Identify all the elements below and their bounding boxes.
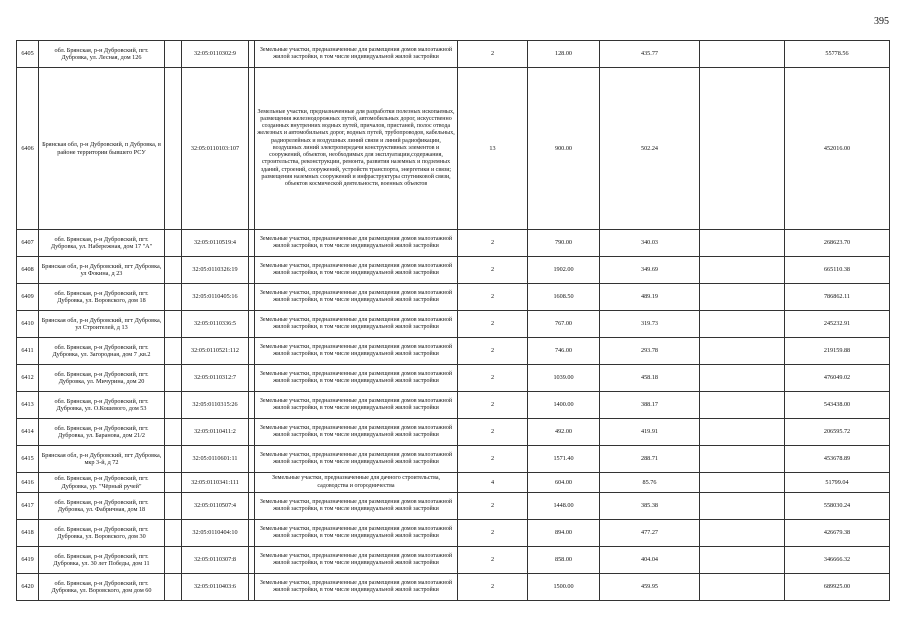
row-id: 6418 <box>17 520 39 547</box>
address-cell: обл. Брянская, р-н Дубровский, пгт. Дубровка, ул. Загородная, дом 7 ,кв.2 <box>39 338 165 365</box>
registry-body <box>17 41 890 601</box>
cadastral-value: 476049.02 <box>785 365 890 392</box>
specific-cadastral-value: 477.27 <box>600 520 700 547</box>
empty-cell <box>165 41 182 68</box>
row-id: 6416 <box>17 473 39 493</box>
cadastral-value: 786862.11 <box>785 284 890 311</box>
specific-cadastral-value: 459.95 <box>600 574 700 601</box>
row-id: 6407 <box>17 230 39 257</box>
land-purpose: Земельные участки, предназначенные для размещения домов малоэтажной жилой застройки, в том числе индивидуальной жилой застройки <box>255 574 458 601</box>
land-purpose: Земельные участки, предназначенные для размещения домов малоэтажной жилой застройки, в том числе индивидуальной жилой застройки <box>255 493 458 520</box>
cadastral-value: 219159.88 <box>785 338 890 365</box>
area-value: 767.00 <box>528 311 600 338</box>
cadastral-number: 32:05:0110601:11 <box>182 446 249 473</box>
area-value: 1039.00 <box>528 365 600 392</box>
empty-cell <box>165 493 182 520</box>
cadastral-value: 543438.00 <box>785 392 890 419</box>
land-purpose: Земельные участки, предназначенные для размещения домов малоэтажной жилой застройки, в том числе индивидуальной жилой застройки <box>255 419 458 446</box>
area-value: 1571.40 <box>528 446 600 473</box>
table-row <box>17 419 890 446</box>
row-id: 6410 <box>17 311 39 338</box>
land-registry-table <box>16 40 890 601</box>
area-value: 894.00 <box>528 520 600 547</box>
address-cell: обл. Брянская, р-н Дубровский, пгт. Дубровка, ур. "Чёрный ручей" <box>39 473 165 493</box>
area-value: 790.00 <box>528 230 600 257</box>
cadastral-value: 558030.24 <box>785 493 890 520</box>
address-cell: Брянская обл, р-н Дубровский, пгт Дубровка, ул Строителей, д 13 <box>39 311 165 338</box>
table-row <box>17 338 890 365</box>
empty-cell <box>165 365 182 392</box>
cadastral-number: 32:05:0110519:4 <box>182 230 249 257</box>
empty-cell <box>165 419 182 446</box>
cadastral-number: 32:05:0110315:26 <box>182 392 249 419</box>
cadastral-number: 32:05:0110312:7 <box>182 365 249 392</box>
specific-cadastral-value: 458.18 <box>600 365 700 392</box>
area-value: 604.00 <box>528 473 600 493</box>
row-id: 6406 <box>17 68 39 230</box>
cadastral-number: 32:05:0110103:107 <box>182 68 249 230</box>
empty-cell <box>165 311 182 338</box>
address-cell: обл. Брянская, р-н Дубровский, пгт. Дубровка, ул. Набережная, дом 17 "А" <box>39 230 165 257</box>
empty-cell <box>700 41 785 68</box>
address-cell: обл. Брянская, р-н Дубровский, пгт. Дубровка, ул. Баранова, дом 21/2 <box>39 419 165 446</box>
purpose-group: 2 <box>458 419 528 446</box>
purpose-group: 4 <box>458 473 528 493</box>
empty-cell <box>700 473 785 493</box>
purpose-group: 2 <box>458 257 528 284</box>
table-row <box>17 68 890 230</box>
land-purpose: Земельные участки, предназначенные для размещения домов малоэтажной жилой застройки, в том числе индивидуальной жилой застройки <box>255 520 458 547</box>
land-purpose: Земельные участки, предназначенные для размещения домов малоэтажной жилой застройки, в том числе индивидуальной жилой застройки <box>255 338 458 365</box>
page-number: 395 <box>874 16 889 27</box>
land-purpose: Земельные участки, предназначенные для размещения домов малоэтажной жилой застройки, в том числе индивидуальной жилой застройки <box>255 41 458 68</box>
table-row <box>17 311 890 338</box>
cadastral-value: 452016.00 <box>785 68 890 230</box>
table-row <box>17 41 890 68</box>
row-id: 6411 <box>17 338 39 365</box>
empty-cell <box>700 419 785 446</box>
empty-cell <box>165 547 182 574</box>
land-purpose: Земельные участки, предназначенные для размещения домов малоэтажной жилой застройки, в том числе индивидуальной жилой застройки <box>255 547 458 574</box>
cadastral-value: 453678.89 <box>785 446 890 473</box>
empty-cell <box>700 365 785 392</box>
cadastral-value: 689925.00 <box>785 574 890 601</box>
table-row <box>17 520 890 547</box>
empty-cell <box>700 493 785 520</box>
cadastral-value: 426679.38 <box>785 520 890 547</box>
row-id: 6417 <box>17 493 39 520</box>
empty-cell <box>700 284 785 311</box>
table-row <box>17 574 890 601</box>
table-row <box>17 446 890 473</box>
row-id: 6408 <box>17 257 39 284</box>
cadastral-number: 32:05:0110521:112 <box>182 338 249 365</box>
cadastral-number: 32:05:0110403:6 <box>182 574 249 601</box>
cadastral-number: 32:05:0110405:16 <box>182 284 249 311</box>
row-id: 6413 <box>17 392 39 419</box>
specific-cadastral-value: 288.71 <box>600 446 700 473</box>
address-cell: обл. Брянская, р-н Дубровский, пгт. Дубровка, ул. Мичурина, дом 20 <box>39 365 165 392</box>
empty-cell <box>165 230 182 257</box>
area-value: 746.00 <box>528 338 600 365</box>
empty-cell <box>700 547 785 574</box>
specific-cadastral-value: 293.78 <box>600 338 700 365</box>
land-purpose: Земельные участки, предназначенные для размещения домов малоэтажной жилой застройки, в том числе индивидуальной жилой застройки <box>255 230 458 257</box>
empty-cell <box>165 257 182 284</box>
empty-cell <box>165 473 182 493</box>
purpose-group: 2 <box>458 446 528 473</box>
empty-cell <box>700 446 785 473</box>
cadastral-value: 268623.70 <box>785 230 890 257</box>
purpose-group: 2 <box>458 284 528 311</box>
purpose-group: 2 <box>458 41 528 68</box>
specific-cadastral-value: 502.24 <box>600 68 700 230</box>
empty-cell <box>700 520 785 547</box>
specific-cadastral-value: 435.77 <box>600 41 700 68</box>
row-id: 6420 <box>17 574 39 601</box>
empty-cell <box>700 338 785 365</box>
land-purpose: Земельные участки, предназначенные для размещения домов малоэтажной жилой застройки, в том числе индивидуальной жилой застройки <box>255 311 458 338</box>
empty-cell <box>165 392 182 419</box>
land-purpose: Земельные участки, предназначенные для дачного строительства, садоводства и огородничества <box>255 473 458 493</box>
empty-cell <box>165 284 182 311</box>
purpose-group: 2 <box>458 365 528 392</box>
land-purpose: Земельные участки, предназначенные для разработки полезных ископаемых, размещения железнодорожных путей, автомобильных дорог, искусственно созданных внутренних водных путей, причалов, пристаней, полос отвода железных и автомобильных дорог, водных путей, трубопроводов, кабельных, радиорелейных и воздушных линий связи и линий радиофикации, воздушных линий электропередачи конструктивных элементов и сооружений, объектов, необходимых для эксплуатации,содержания, строительства, реконструкции, ремонта, развития наземных и подземных зданий, строений, сооружений, устройств транспорта, энергетики и связи; размещения наземных сооружений и инфраструктуры спутниковой связи, объектов космической деятельности, военных объектов <box>255 68 458 230</box>
cadastral-number: 32:05:0110302:9 <box>182 41 249 68</box>
specific-cadastral-value: 85.76 <box>600 473 700 493</box>
purpose-group: 2 <box>458 311 528 338</box>
row-id: 6419 <box>17 547 39 574</box>
land-purpose: Земельные участки, предназначенные для размещения домов малоэтажной жилой застройки, в том числе индивидуальной жилой застройки <box>255 284 458 311</box>
area-value: 492.00 <box>528 419 600 446</box>
cadastral-value: 51799.04 <box>785 473 890 493</box>
table-row <box>17 493 890 520</box>
table-row <box>17 473 890 493</box>
area-value: 1500.00 <box>528 574 600 601</box>
specific-cadastral-value: 388.17 <box>600 392 700 419</box>
area-value: 858.00 <box>528 547 600 574</box>
purpose-group: 2 <box>458 547 528 574</box>
area-value: 900.00 <box>528 68 600 230</box>
cadastral-number: 32:05:0110326:19 <box>182 257 249 284</box>
land-purpose: Земельные участки, предназначенные для размещения домов малоэтажной жилой застройки, в том числе индивидуальной жилой застройки <box>255 365 458 392</box>
table-row <box>17 284 890 311</box>
table-row <box>17 365 890 392</box>
address-cell: обл. Брянская, р-н Дубровский, пгт. Дубровка, ул. 30 лет Победы, дом 11 <box>39 547 165 574</box>
purpose-group: 2 <box>458 520 528 547</box>
cadastral-number: 32:05:0110404:10 <box>182 520 249 547</box>
land-purpose: Земельные участки, предназначенные для размещения домов малоэтажной жилой застройки, в том числе индивидуальной жилой застройки <box>255 446 458 473</box>
area-value: 128.00 <box>528 41 600 68</box>
empty-cell <box>700 68 785 230</box>
specific-cadastral-value: 340.03 <box>600 230 700 257</box>
purpose-group: 13 <box>458 68 528 230</box>
address-cell: обл. Брянская, р-н Дубровский, пгт. Дубровка, ул. Лесная, дом 126 <box>39 41 165 68</box>
area-value: 1608.50 <box>528 284 600 311</box>
empty-cell <box>700 392 785 419</box>
address-cell: Брянская обл, р-н Дубровский, пгт Дубровка, ул Фокина, д 23 <box>39 257 165 284</box>
cadastral-number: 32:05:0110507:4 <box>182 493 249 520</box>
table-row <box>17 547 890 574</box>
purpose-group: 2 <box>458 493 528 520</box>
empty-cell <box>165 338 182 365</box>
address-cell: обл. Брянская, р-н Дубровский, пгт. Дубровка, ул. Воровского, дом 30 <box>39 520 165 547</box>
area-value: 1448.00 <box>528 493 600 520</box>
address-cell: Брянская обл, р-н Дубровский, пгт Дубровка, мкр 3-й, д 72 <box>39 446 165 473</box>
cadastral-number: 32:05:0110411:2 <box>182 419 249 446</box>
cadastral-value: 665110.38 <box>785 257 890 284</box>
area-value: 1902.00 <box>528 257 600 284</box>
purpose-group: 2 <box>458 338 528 365</box>
specific-cadastral-value: 419.91 <box>600 419 700 446</box>
table-row <box>17 230 890 257</box>
cadastral-value: 206595.72 <box>785 419 890 446</box>
row-id: 6414 <box>17 419 39 446</box>
table-row <box>17 392 890 419</box>
row-id: 6412 <box>17 365 39 392</box>
cadastral-value: 55778.56 <box>785 41 890 68</box>
specific-cadastral-value: 349.69 <box>600 257 700 284</box>
row-id: 6415 <box>17 446 39 473</box>
empty-cell <box>165 68 182 230</box>
address-cell: обл. Брянская, р-н Дубровский, пгт. Дубровка, ул. О.Кошевого, дом 53 <box>39 392 165 419</box>
specific-cadastral-value: 489.19 <box>600 284 700 311</box>
cadastral-number: 32:05:0110341:111 <box>182 473 249 493</box>
address-cell: обл. Брянская, р-н Дубровский, пгт. Дубровка, ул. Воровского, дом 18 <box>39 284 165 311</box>
empty-cell <box>165 574 182 601</box>
purpose-group: 2 <box>458 230 528 257</box>
address-cell: Брянская обл, р-н Дубровский, п Дубровка, в районе территории бывшего РСУ <box>39 68 165 230</box>
cadastral-value: 245232.91 <box>785 311 890 338</box>
empty-cell <box>165 520 182 547</box>
land-purpose: Земельные участки, предназначенные для размещения домов малоэтажной жилой застройки, в том числе индивидуальной жилой застройки <box>255 392 458 419</box>
empty-cell <box>700 257 785 284</box>
address-cell: обл. Брянская, р-н Дубровский, пгт. Дубровка, ул. Фабричная, дом 18 <box>39 493 165 520</box>
row-id: 6409 <box>17 284 39 311</box>
cadastral-number: 32:05:0110307:8 <box>182 547 249 574</box>
empty-cell <box>700 311 785 338</box>
purpose-group: 2 <box>458 392 528 419</box>
land-purpose: Земельные участки, предназначенные для размещения домов малоэтажной жилой застройки, в том числе индивидуальной жилой застройки <box>255 257 458 284</box>
address-cell: обл. Брянская, р-н Дубровский, пгт. Дубровка, ул. Воровского, дом дом 60 <box>39 574 165 601</box>
cadastral-value: 346666.32 <box>785 547 890 574</box>
cadastral-number: 32:05:0110336:5 <box>182 311 249 338</box>
area-value: 1400.00 <box>528 392 600 419</box>
purpose-group: 2 <box>458 574 528 601</box>
specific-cadastral-value: 385.38 <box>600 493 700 520</box>
empty-cell <box>165 446 182 473</box>
specific-cadastral-value: 319.73 <box>600 311 700 338</box>
table-row <box>17 257 890 284</box>
empty-cell <box>700 230 785 257</box>
specific-cadastral-value: 404.04 <box>600 547 700 574</box>
row-id: 6405 <box>17 41 39 68</box>
empty-cell <box>700 574 785 601</box>
